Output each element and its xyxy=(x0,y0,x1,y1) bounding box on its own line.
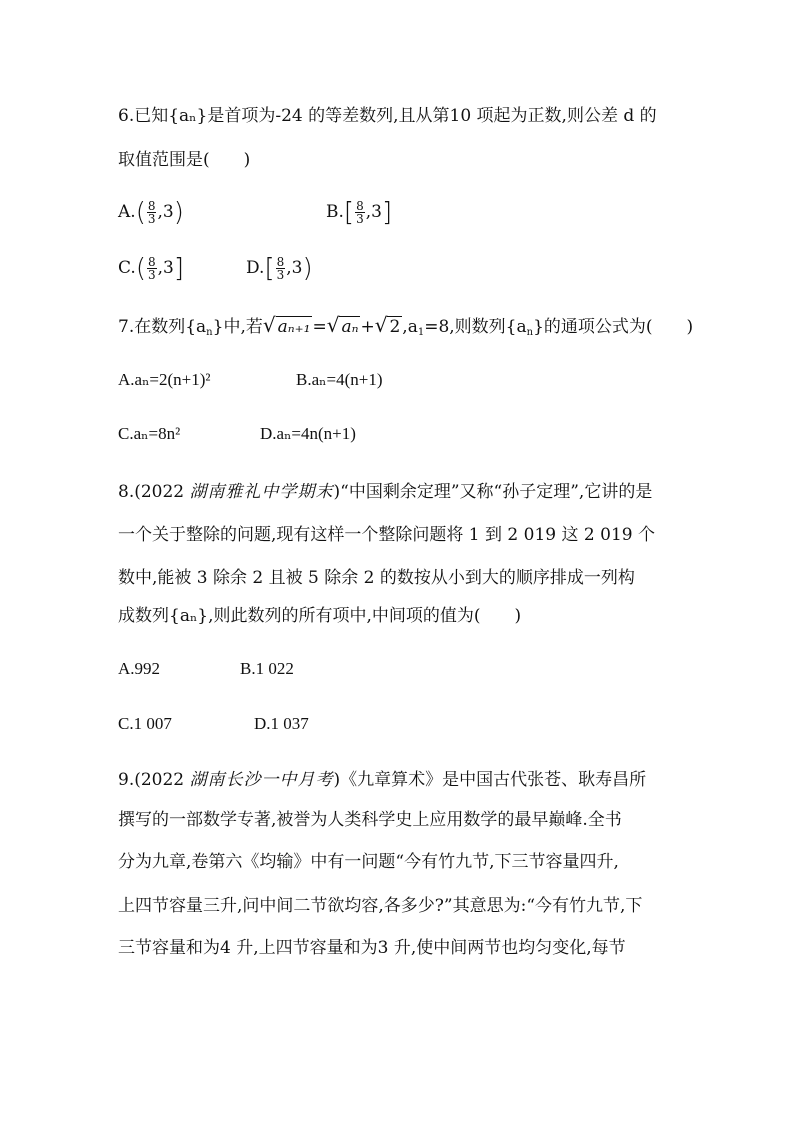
q7-text: + xyxy=(360,317,375,337)
q6-option-c: C.( $\frac{8}{3}$ ,3] xyxy=(118,253,184,284)
q7-text: = xyxy=(312,317,327,337)
q8-text: )“中国剩余定理”又称“孙子定理”,它讲的是 xyxy=(333,482,653,502)
fraction-numerator: 8 xyxy=(276,255,285,269)
q6-option-b: B.[ $\frac{8}{3}$ ,3] xyxy=(326,197,393,228)
q8-option-a: A.992 xyxy=(118,659,161,678)
sqrt-2: √ 2 xyxy=(374,313,401,337)
sqrt-a-n: √ aₙ xyxy=(326,313,359,337)
q9-stem-line3: 分为九章,卷第六《均输》中有一问题“今有竹九节,下三节容量四升, xyxy=(118,852,619,872)
sqrt-a-n-plus-1: √ aₙ₊₁ xyxy=(262,313,311,337)
radicand: aₙ xyxy=(341,317,359,337)
q9-stem-line4: 上四节容量三升,问中间二节欲均容,各多少?”其意思为:“今有竹九节,下 xyxy=(118,896,643,916)
q8-stem-line3: 数中,能被 3 除余 2 且被 5 除余 2 的数按从小到大的顺序排成一列构 xyxy=(118,568,635,588)
q7-stem: 7.在数列$\{a_n\}$中,若√ aₙ₊₁ =√ aₙ +√ 2 $,a_1=8$,则数列$\{a_n\}$的通项公式为( ) xyxy=(118,313,694,338)
fraction-denominator: 3 xyxy=(276,268,285,282)
upper-bound: 3 xyxy=(162,202,174,222)
q7-text: }的通项公式为( ) xyxy=(533,317,694,337)
option-label: D. xyxy=(246,258,265,278)
q9-stem-line5: 三节容量和为4 升,上四节容量和为3 升,使中间两节也均匀变化,每节 xyxy=(118,938,626,958)
q8-option-b: B.1 022 xyxy=(240,659,294,678)
close-paren: ) xyxy=(302,253,313,284)
radicand: 2 xyxy=(389,317,401,337)
q6-option-a: A.( $\frac{8}{3}$ ,3) xyxy=(118,197,184,228)
close-bracket: ] xyxy=(173,253,184,284)
question-number: 9.(2022 xyxy=(118,770,190,790)
q7-option-d: D.aₙ=4n(n+1) xyxy=(260,424,356,443)
fraction xyxy=(355,200,365,225)
option-label: B. xyxy=(326,202,344,222)
fraction xyxy=(276,256,286,281)
q8-stem-line4: 成数列{aₙ},则此数列的所有项中,中间项的值为( ) xyxy=(118,606,522,626)
q8-option-d: D.1 037 xyxy=(254,714,309,733)
fraction-denominator: 3 xyxy=(147,212,156,226)
open-paren: ( xyxy=(135,253,146,284)
fraction-numerator: 8 xyxy=(356,199,364,213)
fraction-denominator: 3 xyxy=(147,268,156,282)
q6-stem-line2: 取值范围是( ) xyxy=(118,150,251,170)
fraction xyxy=(147,256,157,281)
open-paren: ( xyxy=(135,197,146,228)
fraction-numerator: 8 xyxy=(147,255,156,269)
q6-option-d: D.[ $\frac{8}{3}$ ,3) xyxy=(246,253,313,284)
upper-bound: 3 xyxy=(371,202,382,222)
option-label: C. xyxy=(118,258,136,278)
open-bracket: [ xyxy=(343,197,355,228)
fraction-denominator: 3 xyxy=(356,212,364,226)
upper-bound: 3 xyxy=(163,258,174,278)
close-bracket: ] xyxy=(381,197,393,228)
q7-option-b: B.aₙ=4(n+1) xyxy=(296,370,383,389)
q8-stem-line2: 一个关于整除的问题,现有这样一个整除问题将 1 到 2 019 这 2 019 个 xyxy=(118,525,655,545)
open-bracket: [ xyxy=(264,253,275,284)
question-source: 湖南雅礼中学期末 xyxy=(189,482,334,502)
fraction-numerator: 8 xyxy=(147,199,156,213)
q9-stem-line2: 撰写的一部数学专著,被誉为人类科学史上应用数学的最早巅峰.全书 xyxy=(118,810,622,830)
q9-stem-line1 xyxy=(118,768,646,792)
q7-text: }中,若 xyxy=(212,317,263,337)
q7-option-a: A.aₙ=2(n+1)² xyxy=(118,370,211,389)
q7-text: 7.在数列{a xyxy=(118,317,207,337)
q6-stem-line1: 6.已知{aₙ}是首项为-24 的等差数列,且从第10 项起为正数,则公差 d 的 xyxy=(118,106,657,126)
q8-stem-line1 xyxy=(118,480,652,504)
q7-text: =8,则数列{a xyxy=(424,317,527,337)
radicand: aₙ₊₁ xyxy=(277,317,311,337)
q7-text: ,a xyxy=(402,317,418,337)
question-source: 湖南长沙一中月考 xyxy=(189,770,334,790)
question-number: 8.(2022 xyxy=(118,482,190,502)
close-paren: ) xyxy=(173,197,184,228)
q9-text: )《九章算术》是中国古代张苍、耿寿昌所 xyxy=(333,770,647,790)
fraction xyxy=(147,200,157,225)
option-label: A. xyxy=(118,202,136,222)
upper-bound: 3 xyxy=(291,258,303,278)
q8-option-c: C.1 007 xyxy=(118,714,172,733)
q7-option-c: C.aₙ=8n² xyxy=(118,424,181,443)
